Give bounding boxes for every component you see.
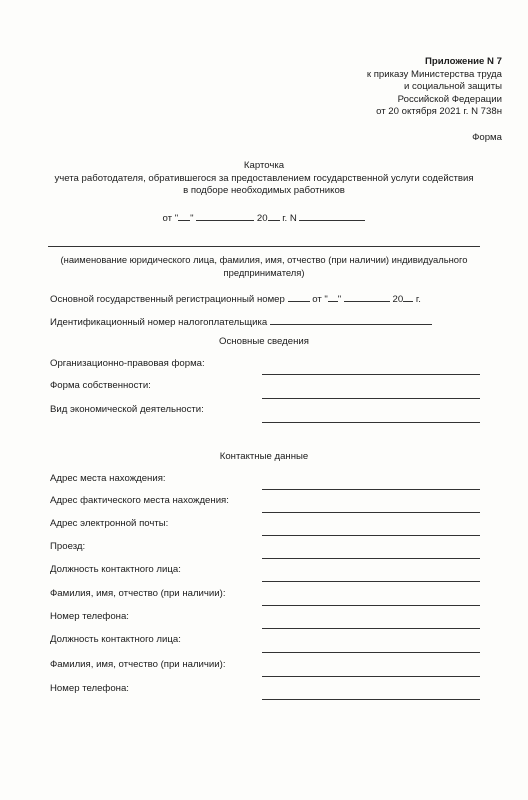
card-date-line: от " " 20 г. N bbox=[40, 210, 488, 224]
field-input-line[interactable] bbox=[262, 605, 480, 606]
employer-name-line[interactable] bbox=[48, 246, 480, 247]
section-basic-title: Основные сведения bbox=[219, 336, 309, 347]
ogrn-year-blank[interactable] bbox=[403, 291, 413, 302]
appendix-line: от 20 октября 2021 г. N 738н bbox=[376, 106, 502, 118]
field-label: Должность контактного лица: bbox=[50, 564, 181, 575]
inn-blank[interactable] bbox=[270, 314, 432, 325]
field-input-line[interactable] bbox=[262, 398, 480, 399]
ogrn-blank[interactable] bbox=[288, 291, 310, 302]
ogrn-line: Основной государственный регистрационный номер от " " 20 г. bbox=[50, 291, 421, 305]
section-contacts-title: Контактные данные bbox=[219, 451, 309, 462]
field-label: Проезд: bbox=[50, 541, 86, 552]
card-subtitle: в подборе необходимых работников bbox=[183, 185, 345, 197]
year-blank[interactable] bbox=[268, 210, 280, 221]
field-label: Адрес места нахождения: bbox=[50, 473, 166, 484]
field-input-line[interactable] bbox=[262, 512, 480, 513]
month-blank[interactable] bbox=[196, 210, 254, 221]
employer-name-caption: (наименование юридического лица, фамилия, имя, отчество (при наличии) индивидуального предпринимателя) bbox=[60, 254, 468, 278]
field-input-line[interactable] bbox=[262, 535, 480, 536]
field-input-line[interactable] bbox=[262, 558, 480, 559]
card-number-blank[interactable] bbox=[299, 210, 365, 221]
field-label: Форма собственности: bbox=[50, 380, 151, 391]
field-input-line[interactable] bbox=[262, 489, 480, 490]
field-input-line[interactable] bbox=[262, 374, 480, 375]
field-label: Организационно-правовая форма: bbox=[50, 358, 205, 369]
ogrn-month-blank[interactable] bbox=[344, 291, 390, 302]
card-subtitle: учета работодателя, обратившегося за предоставлением государственной услуги содействия bbox=[54, 172, 474, 184]
form-label: Форма bbox=[472, 132, 502, 143]
appendix-line: Российской Федерации bbox=[397, 93, 502, 105]
inn-label: Идентификационный номер налогоплательщика bbox=[50, 317, 268, 328]
inn-line bbox=[50, 314, 432, 328]
field-label: Адрес электронной почты: bbox=[50, 518, 169, 529]
field-input-line[interactable] bbox=[262, 652, 480, 653]
field-label: Вид экономической деятельности: bbox=[50, 404, 204, 415]
card-title: Карточка bbox=[243, 160, 285, 171]
field-label: Фамилия, имя, отчество (при наличии): bbox=[50, 659, 226, 670]
appendix-line: к приказу Министерства труда bbox=[366, 68, 502, 80]
field-input-line[interactable] bbox=[262, 581, 480, 582]
field-label: Фамилия, имя, отчество (при наличии): bbox=[50, 588, 226, 599]
field-input-line[interactable] bbox=[262, 676, 480, 677]
appendix-header bbox=[282, 56, 502, 119]
field-input-line[interactable] bbox=[262, 422, 480, 423]
day-blank[interactable] bbox=[178, 210, 190, 221]
field-label: Адрес фактического места нахождения: bbox=[50, 495, 229, 506]
field-input-line[interactable] bbox=[262, 628, 480, 629]
appendix-line: и социальной защиты bbox=[404, 81, 502, 93]
field-input-line[interactable] bbox=[262, 699, 480, 700]
card-heading bbox=[40, 160, 488, 198]
field-label: Должность контактного лица: bbox=[50, 634, 181, 645]
ogrn-day-blank[interactable] bbox=[328, 291, 338, 302]
field-label: Номер телефона: bbox=[50, 611, 129, 622]
ogrn-label: Основной государственный регистрационный номер bbox=[50, 294, 285, 305]
field-label: Номер телефона: bbox=[50, 683, 129, 694]
appendix-title: Приложение N 7 bbox=[425, 56, 502, 67]
